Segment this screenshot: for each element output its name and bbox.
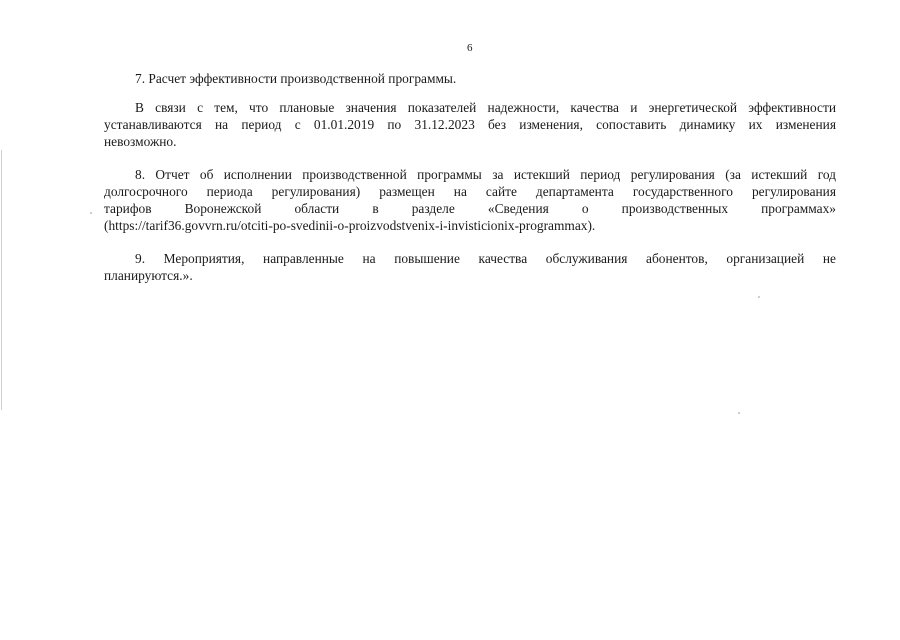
section-9-paragraph bbox=[104, 250, 836, 284]
paragraph-line: 8. Отчет об исполнении производственной программы за истекший период регулирования (за истекший год bbox=[135, 167, 836, 182]
paragraph-line: 9. Мероприятия, направленные на повышение качества обслуживания абонентов, организацией не bbox=[135, 251, 836, 266]
paragraph-line: планируются.». bbox=[104, 268, 193, 283]
page-number: 6 bbox=[467, 42, 473, 54]
tariff-url-line: (https://tarif36.govvrn.ru/otciti-po-svedinii-o-proizvodstvenix-i-invisticionix-programmax). bbox=[104, 218, 596, 233]
paragraph-line: тарифов Воронежской области в разделе «Сведения о производственных программах» bbox=[104, 201, 836, 216]
section-7-paragraph bbox=[104, 99, 836, 150]
scan-speck bbox=[90, 212, 92, 214]
paragraph-line: устанавливаются на период с 01.01.2019 по 31.12.2023 без изменения, сопоставить динамику их изменения bbox=[104, 117, 836, 132]
section-8-paragraph bbox=[104, 166, 836, 234]
scan-edge-shadow bbox=[1, 150, 2, 410]
paragraph-line: В связи с тем, что плановые значения показателей надежности, качества и энергетической эффективности bbox=[135, 100, 836, 115]
paragraph-line: невозможно. bbox=[104, 134, 177, 149]
section-7-heading bbox=[104, 70, 836, 87]
document-body bbox=[104, 70, 836, 300]
scan-speck bbox=[738, 412, 740, 414]
section-7-heading-text: 7. Расчет эффективности производственной программы. bbox=[135, 71, 457, 86]
paragraph-line: долгосрочного периода регулирования) размещен на сайте департамента государственного регулирования bbox=[104, 184, 836, 199]
